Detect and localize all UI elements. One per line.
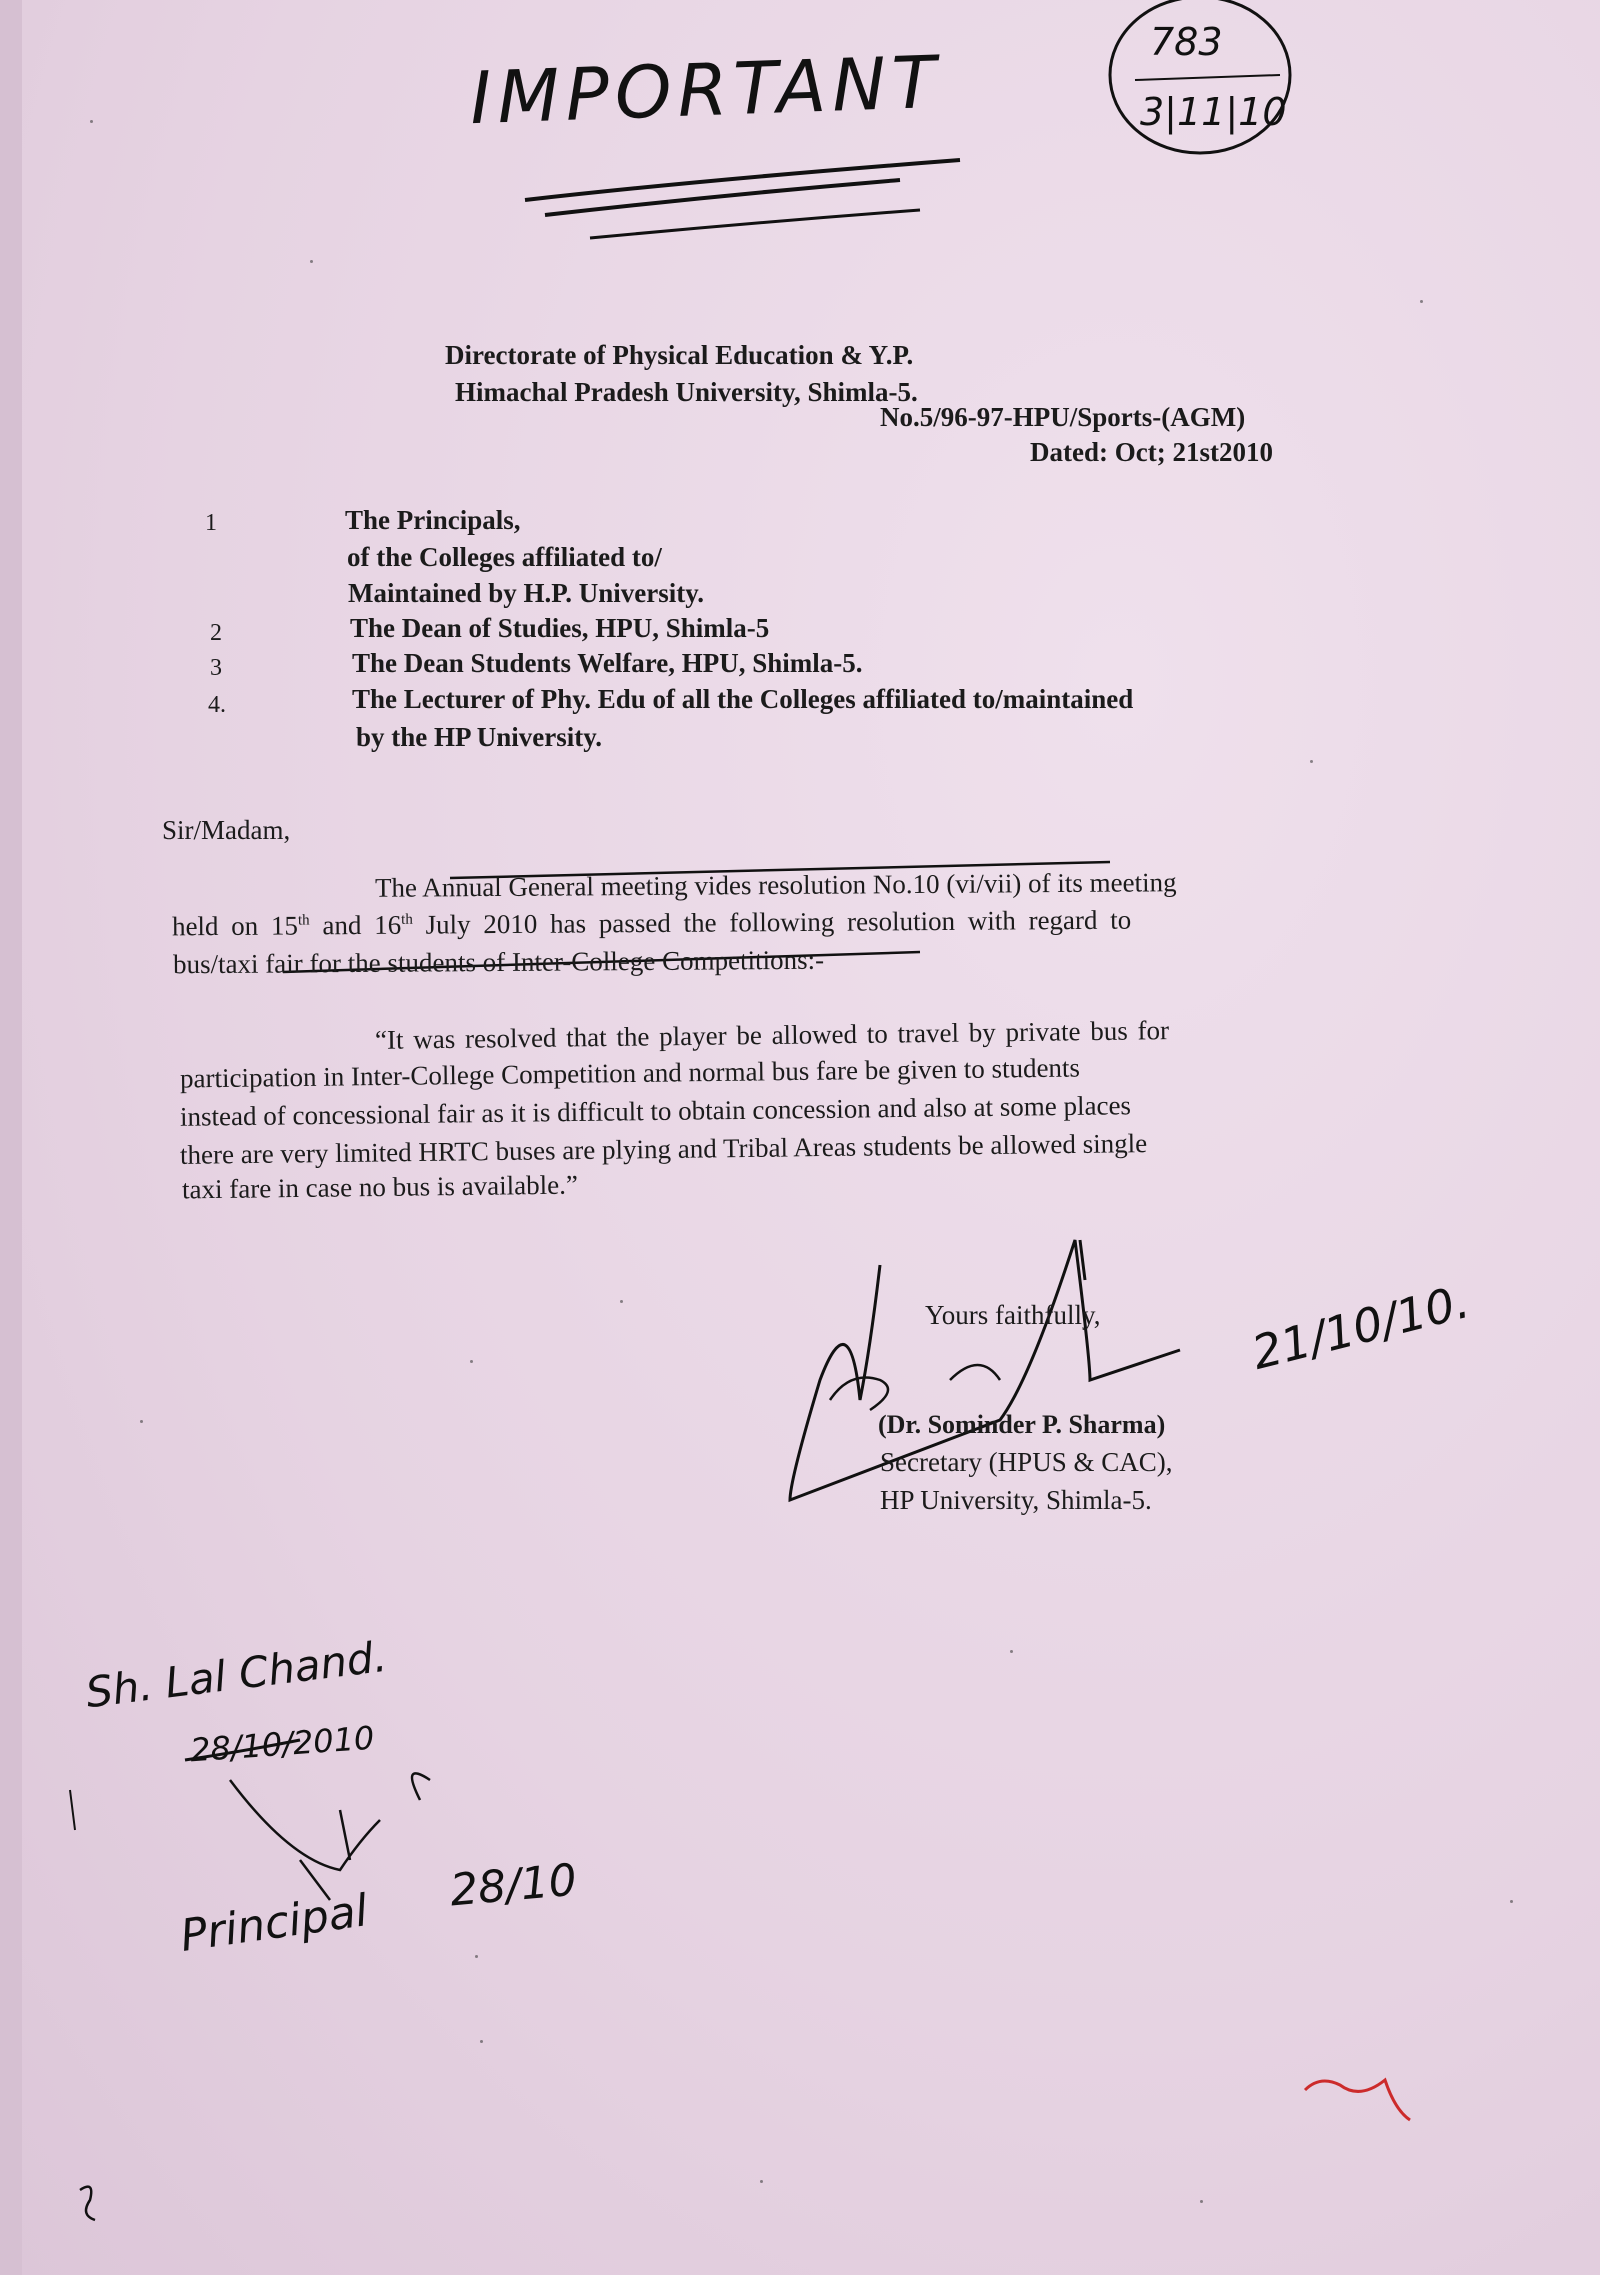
scan-speck xyxy=(1310,760,1313,763)
letterhead-line-2: Himachal Pradesh University, Shimla-5. xyxy=(455,377,918,407)
signatory-organization: HP University, Shimla-5. xyxy=(880,1485,1152,1515)
recipient-line: The Dean of Studies, HPU, Shimla-5 xyxy=(350,613,770,643)
recipient-number: 4. xyxy=(208,692,226,718)
recipient-line: The Dean Students Welfare, HPU, Shimla-5. xyxy=(352,648,863,678)
scan-speck xyxy=(1420,300,1423,303)
closing-phrase: Yours faithfully, xyxy=(925,1300,1101,1330)
body-paragraph-1-line-3: bus/taxi fair for the students of Inter-College Competitions:- xyxy=(172,944,825,980)
handwritten-diary-date: 3|11|10 xyxy=(1140,90,1287,134)
scan-speck xyxy=(1510,1900,1513,1903)
scan-speck xyxy=(470,1360,473,1363)
recipient-line: of the Colleges affiliated to/ xyxy=(347,542,662,572)
scan-speck xyxy=(90,120,93,123)
salutation: Sir/Madam, xyxy=(162,815,291,845)
handwritten-note-principal: Principal xyxy=(177,1885,371,1962)
scan-speck xyxy=(310,260,313,263)
scan-speck xyxy=(760,2180,763,2183)
recipient-number: 3 xyxy=(210,655,222,681)
recipient-line: The Principals, xyxy=(345,505,521,535)
handwritten-note-date: 28/10/2010 xyxy=(188,1718,376,1770)
letterhead-line-1: Directorate of Physical Education & Y.P. xyxy=(445,340,914,370)
handwritten-note-date-2: 28/10 xyxy=(448,1854,579,1917)
handwritten-important-heading: IMPORTANT xyxy=(468,39,944,141)
scan-speck xyxy=(620,1300,623,1303)
recipient-line: The Lecturer of Phy. Edu of all the Colleges affiliated to/maintained xyxy=(352,684,1134,714)
recipient-line: Maintained by H.P. University. xyxy=(348,578,705,608)
scan-speck xyxy=(140,1420,143,1423)
resolution-quote-line: instead of concessional fair as it is difficult to obtain concession and also at some places xyxy=(179,1090,1132,1132)
recipient-line: by the HP University. xyxy=(356,722,603,752)
letter-date: Dated: Oct; 21st2010 xyxy=(1030,437,1273,467)
resolution-quote-line: “It was resolved that the player be allowed to travel by private bus for xyxy=(374,1015,1170,1055)
scan-speck xyxy=(480,2040,483,2043)
body-paragraph-1-line-1: The Annual General meeting vides resolution No.10 (vi/vii) of its meeting xyxy=(374,867,1177,903)
signatory-title: Secretary (HPUS & CAC), xyxy=(880,1447,1173,1477)
resolution-quote-line: participation in Inter-College Competition and normal bus fare be given to students xyxy=(179,1052,1081,1094)
handwritten-note-name: Sh. Lal Chand. xyxy=(83,1631,390,1718)
recipient-number: 1 xyxy=(205,510,217,536)
signatory-name: (Dr. Sominder P. Sharma) xyxy=(878,1410,1166,1439)
recipient-number: 2 xyxy=(210,620,222,646)
body-paragraph-1-line-2: held on 15th and 16th July 2010 has passed the following resolution with regard to xyxy=(171,904,1132,942)
resolution-quote-line: taxi fare in case no bus is available.” xyxy=(181,1169,579,1205)
scan-speck xyxy=(1200,2200,1203,2203)
handwritten-diary-number: 783 xyxy=(1150,20,1223,64)
scan-speck xyxy=(475,1955,478,1958)
resolution-quote-line: there are very limited HRTC buses are plying and Tribal Areas students be allowed single xyxy=(179,1128,1148,1170)
reference-number: No.5/96-97-HPU/Sports-(AGM) xyxy=(880,402,1246,432)
scan-speck xyxy=(1010,1650,1013,1653)
handwritten-signature-date: 21/10/10. xyxy=(1246,1274,1475,1380)
